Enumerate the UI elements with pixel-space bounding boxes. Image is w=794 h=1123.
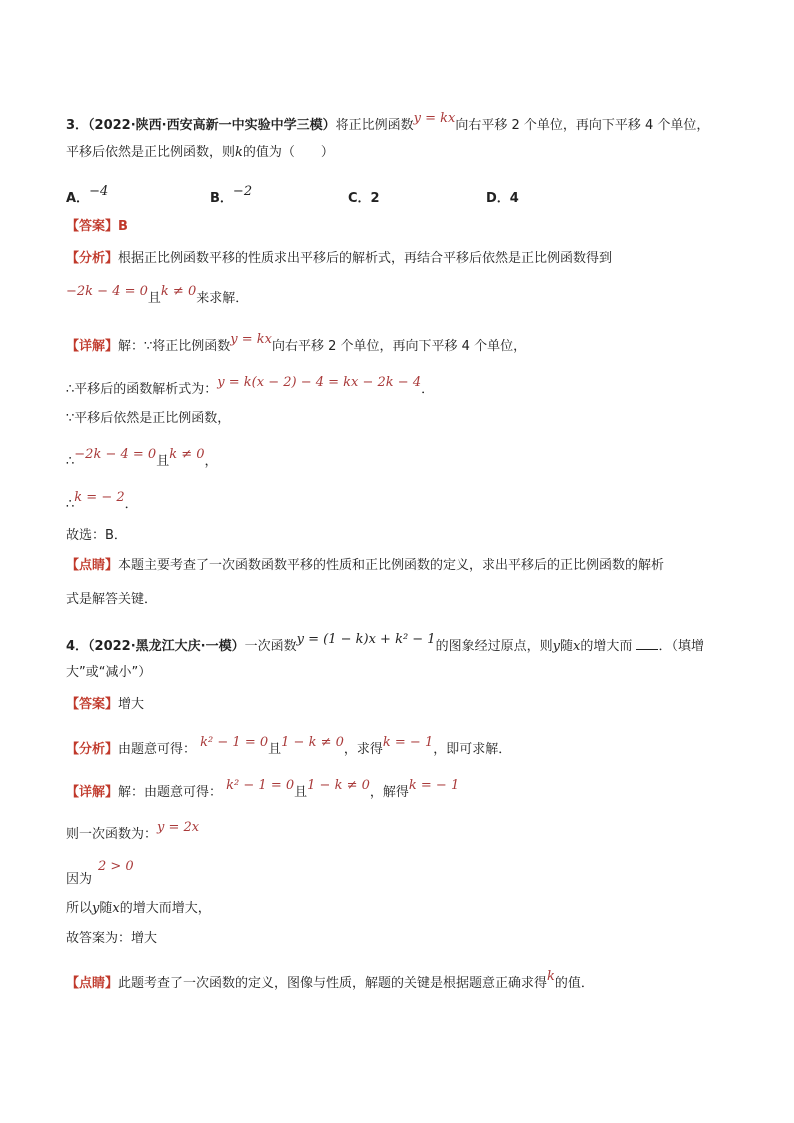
q4-y-var: y (552, 639, 560, 654)
q4-analysis-c: ，即可求解． (433, 742, 512, 757)
q4-analysis (66, 735, 512, 759)
q4-stem-line2 (66, 664, 151, 682)
q4-detail-tag: 【详解】 (66, 785, 119, 800)
q3-step3-pre: ∴ (66, 454, 75, 469)
q3-detail-eq: y = kx (230, 332, 273, 347)
q3-step1-end: ． (421, 382, 435, 397)
q4-func-eq: y = 2x (157, 820, 200, 835)
q3-comment-tag: 【点睛】 (66, 558, 119, 573)
q4-final (66, 930, 157, 948)
q3-option-b-label: B． (210, 191, 233, 206)
q3-step1-eq: y = k(x − 2) − 4 = kx − 2k − 4 (217, 375, 422, 390)
q3-comment (66, 557, 664, 575)
q3-analysis (66, 250, 612, 268)
q4-analysis-eq2: 1 − k ≠ 0 (281, 735, 344, 750)
q4-source: （2022·黑龙江大庆·一模） (88, 639, 245, 654)
q4-func-text: 则一次函数为： (66, 827, 158, 842)
q4-stem-text-b: 的图象经过原点，则 (435, 639, 553, 654)
q3-detail-a: 解：∵将正比例函数 (118, 339, 231, 354)
q3-k-var: k (235, 145, 243, 160)
q4-because-text: 因为 (66, 872, 93, 887)
q3-answer-value: B (118, 219, 128, 234)
q4-comment-k: k (547, 969, 555, 984)
q3-detail (66, 332, 527, 356)
q4-function (66, 820, 200, 844)
q3-stem-line2-b: 的值为（ ） (242, 145, 334, 160)
q4-detail-eq3: k = − 1 (408, 778, 460, 793)
q3-step2 (66, 410, 230, 428)
q3-option-a[interactable] (66, 184, 109, 208)
q3-stem-text-a: 将正比例函数 (335, 118, 414, 133)
q3-analysis-tag: 【分析】 (66, 251, 119, 266)
q3-step4-eq: k = − 2 (74, 490, 125, 505)
q3-option-b-value: −2 (232, 184, 253, 199)
q3-analysis-cont (66, 284, 249, 308)
q3-analysis-eq1: −2k − 4 = 0 (66, 284, 148, 299)
q3-option-c[interactable] (348, 190, 380, 208)
q4-because-eq: 2 > 0 (98, 859, 134, 874)
q3-option-c-value: 2 (370, 191, 380, 206)
q3-step3-eq1: −2k − 4 = 0 (74, 447, 157, 462)
q4-detail-b: ，解得 (369, 785, 409, 800)
q4-stem-line2-text: 大”或“减小”） (66, 665, 152, 680)
q4-analysis-and: 且 (268, 742, 282, 757)
q4-because (66, 871, 92, 889)
q3-option-d[interactable] (486, 190, 519, 208)
q4-answer-tag: 【答案】 (66, 697, 119, 712)
q3-comment-2: 式是解答关键． (66, 592, 158, 607)
q3-stem-line1 (66, 111, 710, 135)
q4-so-c: 的增大而增大， (119, 901, 211, 916)
q3-step4 (66, 490, 138, 514)
q3-stem-line2-a: 平移后依然是正比例函数，则 (66, 145, 236, 160)
q4-detail-a: 解：由题意可得： (118, 785, 223, 800)
q4-stem-line1 (66, 632, 704, 656)
q4-detail-eq2: 1 − k ≠ 0 (307, 778, 370, 793)
q3-analysis-and: 且 (147, 291, 161, 306)
q3-choose (66, 527, 127, 545)
q4-analysis-tag: 【分析】 (66, 742, 119, 757)
q3-analysis-end: 来求解． (196, 291, 249, 306)
q4-analysis-b: ，求得 (343, 742, 383, 757)
q4-comment-tag: 【点睛】 (66, 976, 119, 991)
q3-step4-pre: ∴ (66, 497, 75, 512)
q3-detail-b: 向右平移 2 个单位，再向下平移 4 个单位， (272, 339, 527, 354)
q4-detail (66, 778, 460, 802)
q4-comment-b: 的值． (554, 976, 594, 991)
q4-stem-text-c: 随 (559, 639, 573, 654)
q3-step3-end: ， (204, 454, 218, 469)
q3-analysis-eq2: k ≠ 0 (160, 284, 197, 299)
q3-answer-tag: 【答案】 (66, 219, 119, 234)
q3-step2-text: ∵平移后依然是正比例函数， (66, 411, 231, 426)
q3-detail-tag: 【详解】 (66, 339, 119, 354)
q4-stem-text-e: ．（填增 (658, 639, 704, 654)
q3-comment-1: 本题主要考查了一次函数函数平移的性质和正比例函数的定义，求出平移后的正比例函数的解析 (118, 558, 665, 573)
q4-comment (66, 969, 594, 993)
q4-so-b: 随 (99, 901, 113, 916)
q3-step3-and: 且 (156, 454, 170, 469)
q4-detail-eq1: k² − 1 = 0 (226, 778, 295, 793)
q3-eq-ykx: y = kx (413, 111, 456, 126)
q4-eq: y = (1 − k)x + k² − 1 (296, 632, 436, 647)
q3-option-a-label: A． (66, 191, 90, 206)
q4-x-var: x (572, 639, 581, 654)
q3-number: 3． (66, 118, 89, 133)
q4-so-a: 所以 (66, 901, 93, 916)
q4-because-eq-line (98, 858, 134, 876)
q3-step3-eq2: k ≠ 0 (169, 447, 205, 462)
q4-so-x: x (112, 901, 120, 916)
q3-choose-text: 故选：B． (66, 528, 127, 543)
q3-source: （2022·陕西·西安高新一中实验中学三模） (88, 118, 336, 133)
q4-analysis-a: 由题意可得： (118, 742, 197, 757)
q3-option-d-label: D． (486, 191, 510, 206)
q4-so (66, 900, 211, 918)
q4-so-y: y (92, 901, 100, 916)
q3-stem-line2 (66, 144, 334, 162)
q3-analysis-text: 根据正比例函数平移的性质求出平移后的解析式，再结合平移后依然是正比例函数得到 (118, 251, 613, 266)
q3-step1-text: ∴平移后的函数解析式为： (66, 382, 218, 397)
q3-option-b[interactable] (210, 184, 253, 208)
q3-step3 (66, 447, 218, 471)
q3-stem-text-b: 向右平移 2 个单位，再向下平移 4 个单位， (455, 118, 710, 133)
q4-answer-blank[interactable] (636, 637, 658, 650)
q3-option-d-value: 4 (509, 191, 519, 206)
q3-step4-end: ． (124, 497, 138, 512)
q4-stem-text-a: 一次函数 (244, 639, 297, 654)
q3-step1 (66, 375, 435, 399)
q4-analysis-eq3: k = − 1 (382, 735, 434, 750)
q4-answer (66, 696, 144, 714)
q4-comment-a: 此题考查了一次函数的定义，图像与性质，解题的关键是根据题意正确求得 (118, 976, 548, 991)
q4-number: 4． (66, 639, 89, 654)
q4-detail-and: 且 (294, 785, 308, 800)
q3-answer (66, 218, 128, 236)
q4-answer-value: 增大 (118, 697, 145, 712)
q3-option-c-label: C． (348, 191, 371, 206)
q4-analysis-eq1: k² − 1 = 0 (200, 735, 269, 750)
q4-final-text: 故答案为：增大 (66, 931, 158, 946)
q4-stem-text-d: 的增大而 (580, 639, 633, 654)
q3-comment-cont (66, 591, 157, 609)
q3-option-a-value: −4 (89, 184, 109, 199)
